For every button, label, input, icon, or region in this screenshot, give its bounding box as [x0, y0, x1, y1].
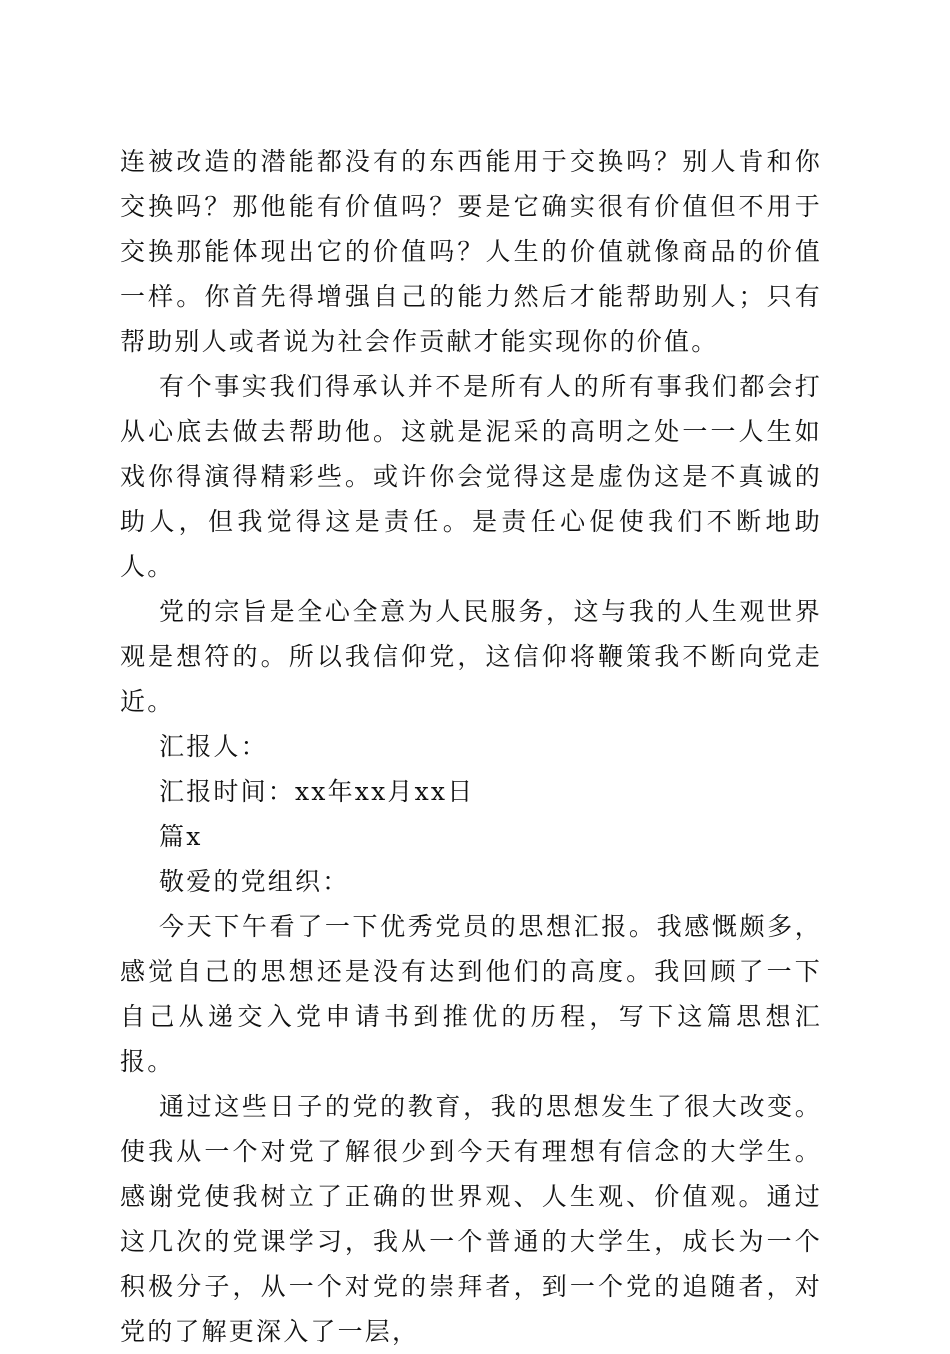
section-heading: 篇x [159, 822, 203, 851]
report-date: 汇报时间：xx年xx月xx日 [159, 777, 475, 806]
paragraph-party-purpose: 党的宗旨是全心全意为人民服务，这与我的人生观世界观是想符的。所以我信仰党，这信仰将鞭策我不断向党走近。 [120, 597, 822, 716]
paragraph-value-exchange: 连被改造的潜能都没有的东西能用于交换吗？别人肯和你交换吗？那他能有价值吗？要是它确实很有价值但不用于交换那能体现出它的价值吗？人生的价值就像商品的价值一样。你首先得增强自己的能力然后才能帮助别人；只有帮助别人或者说为社会作贡献才能实现你的价值。 [120, 147, 822, 356]
document-body [120, 139, 822, 1354]
salutation: 敬爱的党组织： [159, 867, 350, 896]
paragraph-education: 通过这些日子的党的教育，我的思想发生了很大改变。使我从一个对党了解很少到今天有理想有信念的大学生。感谢党使我树立了正确的世界观、人生观、价值观。通过这几次的党课学习，我从一个普通的大学生，成长为一个积极分子，从一个对党的崇拜者，到一个党的追随者，对党的了解更深入了一层， [120, 1092, 822, 1346]
reporter-label: 汇报人： [159, 732, 268, 761]
paragraph-responsibility: 有个事实我们得承认并不是所有人的所有事我们都会打从心底去做去帮助他。这就是泥采的高明之处一一人生如戏你得演得精彩些。或许你会觉得这是虚伪这是不真诚的助人，但我觉得这是责任。是责任心促使我们不断地助人。 [120, 372, 822, 581]
paragraph-reflection: 今天下午看了一下优秀党员的思想汇报。我感慨颇多，感觉自己的思想还是没有达到他们的高度。我回顾了一下自己从递交入党申请书到推优的历程，写下这篇思想汇报。 [120, 912, 822, 1076]
